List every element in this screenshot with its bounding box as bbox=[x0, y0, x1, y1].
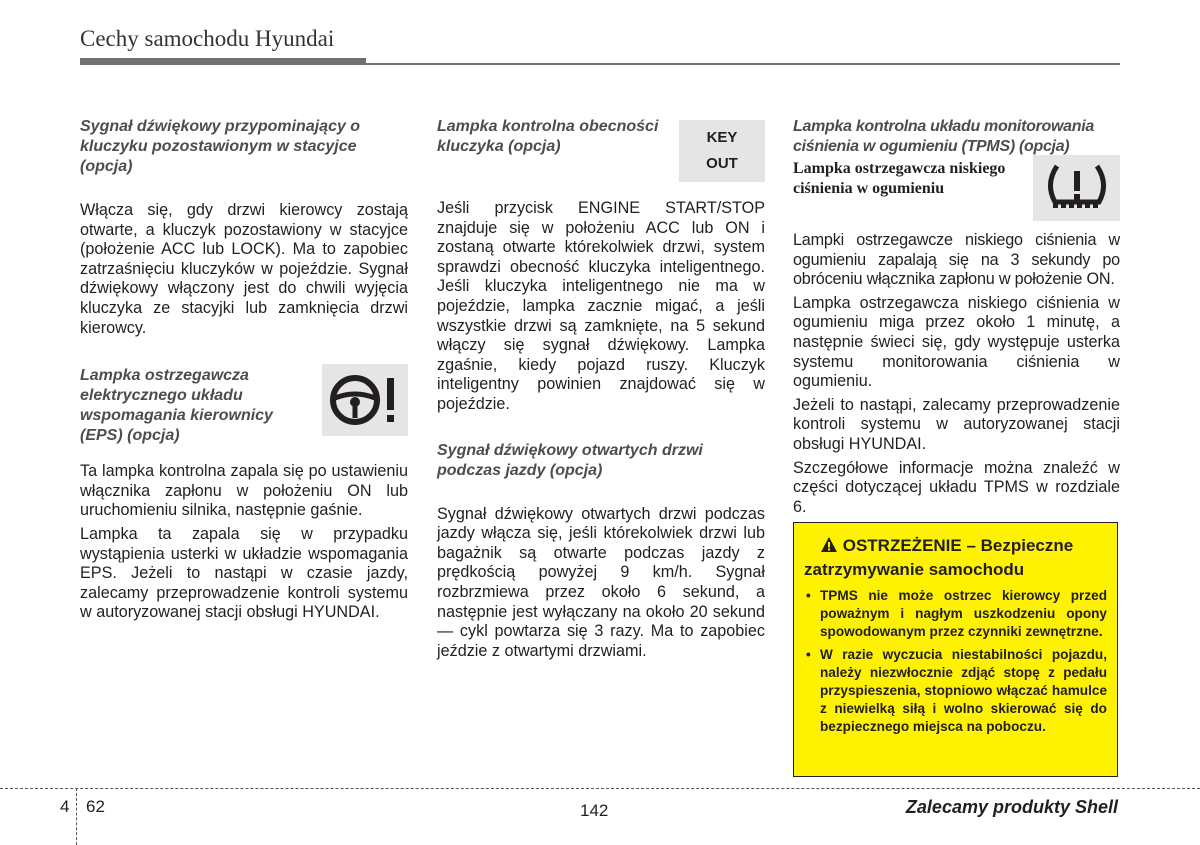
key-out-indicator-text bbox=[706, 125, 738, 177]
page-header-title: Cechy samochodu Hyundai bbox=[80, 26, 335, 51]
key-presence-heading: Lampka kontrolna obecności kluczyka (opcja) bbox=[437, 118, 659, 155]
footer-divider bbox=[76, 788, 77, 845]
header-bar bbox=[80, 58, 366, 65]
key-presence-body: Jeśli przycisk ENGINE START/STOP znajduje się w położeniu ACC lub ON i zostaną otwarte którekolwiek drzwi, system sprawdzi obecność kluczyka inteligentnego. Jeśli kluczyka inteligentnego nie ma w pojeździe, lampka zacznie migać, a jeśli wszystkie drzwi są zamknięte, na 5 sekund włączy się sygnał dźwiękowy. Lampka zgaśnie, kiedy pojazd ruszy. Kluczyk inteligentny powinien znajdować się w pojeździe. bbox=[437, 199, 765, 413]
door-open-body: Sygnał dźwiękowy otwartych drzwi podczas jazdy włącza się, jeśli którekolwiek drzwi lub bagażnik są otwarte podczas jazdy z prędkością powyżej 9 km/h. Sygnał rozbrzmiewa przez około 6 sekund, a następnie jest wyłączany na około 20 sekund — cykl powtarza się 3 razy. Ma to zapobiec jeździe z otwartymi drzwiami. bbox=[437, 504, 765, 660]
door-open-heading: Sygnał dźwiękowy otwartych drzwi podczas jazdy (opcja) bbox=[437, 441, 703, 479]
tpms-paragraph-3: Jeżeli to nastąpi, zalecamy przeprowadzenie kontroli systemu w autoryzowanej stacji obsługi HYUNDAI. bbox=[793, 395, 1120, 453]
footer-sheet-number: 142 bbox=[580, 801, 609, 820]
warning-item bbox=[804, 646, 1107, 737]
footer-page-number: 62 bbox=[86, 797, 105, 816]
column-3 bbox=[793, 117, 1120, 517]
column-2 bbox=[437, 117, 765, 661]
tpms-paragraph-2: Lampka ostrzegawcza niskiego ciśnienia w ogumieniu miga przez około 1 minutę, a następnie świeci się, gdy występuje usterka systemu monitorowania ciśnienia w ogumieniu. bbox=[793, 293, 1120, 391]
warning-title bbox=[804, 535, 1107, 581]
eps-heading-block bbox=[80, 366, 408, 446]
warning-item-text: TPMS nie może ostrzec kierowcy przed poważnym i nagłym uszkodzeniu opony spowodowanym przez czynniki zewnętrzne. bbox=[820, 588, 1107, 640]
warning-bullet: • bbox=[806, 646, 811, 662]
key-out-line-1: KEY bbox=[706, 129, 738, 146]
eps-heading: Lampka ostrzegawcza elektrycznego układu wspomagania kierownicy (EPS) (opcja) bbox=[80, 367, 273, 445]
header-rule bbox=[366, 63, 1120, 65]
footer-chapter-number: 4 bbox=[60, 797, 70, 816]
tpms-subheading-block bbox=[793, 159, 1120, 231]
warning-list bbox=[804, 587, 1107, 737]
warning-box bbox=[793, 522, 1118, 777]
key-reminder-heading: Sygnał dźwiękowy przypominający o kluczyku pozostawionym w stacyjce (opcja) bbox=[80, 118, 361, 175]
footer-tagline: Zalecamy produkty Shell bbox=[905, 797, 1118, 817]
warning-title-line-2: zatrzymywanie samochodu bbox=[804, 560, 1025, 579]
warning-item bbox=[804, 587, 1107, 642]
tpms-heading: Lampka kontrolna układu monitorowania ciśnienia w ogumieniu (TPMS) (opcja) bbox=[793, 118, 1094, 155]
key-reminder-body: Włącza się, gdy drzwi kierowcy zostają otwarte, a kluczyk pozostawiony w stacyjce (położenie ACC lub LOCK). Ma to zapobiec zatrzaśnięciu kluczyków w pojeździe. Sygnał dźwiękowy włączony jest do chwili wyjęcia kluczyka ze stacyjki lub zamknięcia drzwi kierowcy. bbox=[80, 201, 408, 337]
warning-item-text: W razie wyczucia niestabilności pojazdu, należy niezwłocznie zdjąć stopę z pedału przyspieszenia, stopniowo włączać hamulce z niewielką siłą i wolno skierować się do bezpiecznego miejsca na poboczu. bbox=[820, 646, 1107, 735]
key-presence-heading-block bbox=[437, 117, 765, 183]
warning-title-line-1: OSTRZEŻENIE – Bezpieczne bbox=[842, 536, 1074, 555]
tpms-paragraph-4: Szczegółowe informacje można znaleźć w części dotyczącej układu TPMS w rozdziale 6. bbox=[793, 458, 1120, 516]
warning-triangle-icon bbox=[820, 536, 838, 559]
warning-title-row-1 bbox=[804, 535, 1107, 559]
steering-wheel-warning-icon bbox=[322, 364, 408, 436]
key-out-indicator bbox=[679, 120, 765, 182]
steering-wheel-warning-icon-graphic bbox=[327, 372, 403, 428]
tpms-subheading: Lampka ostrzegawcza niskiego ciśnienia w ogumieniu bbox=[793, 160, 1006, 197]
tire-pressure-warning-icon-graphic bbox=[1043, 162, 1111, 214]
key-out-line-2: OUT bbox=[706, 155, 738, 172]
eps-paragraph-2: Lampka ta zapala się w przypadku wystąpienia usterki w układzie wspomagania EPS. Jeżeli to nastąpi w czasie jazdy, zalecamy przeprowadzenie kontroli systemu w autoryzowanej stacji obsługi HYUNDAI. bbox=[80, 524, 408, 622]
column-1 bbox=[80, 117, 408, 623]
eps-paragraph-1: Ta lampka kontrolna zapala się po ustawieniu włącznika zapłonu w położeniu ON lub uruchomieniu silnika, następnie gaśnie. bbox=[80, 462, 408, 520]
tpms-paragraph-1: Lampki ostrzegawcze niskiego ciśnienia w ogumieniu zapalają się na 3 sekundy po obróceniu włącznika zapłonu w położenie ON. bbox=[793, 231, 1120, 289]
footer-rule bbox=[0, 788, 1200, 789]
tire-pressure-warning-icon bbox=[1033, 155, 1120, 221]
warning-bullet: • bbox=[806, 588, 811, 603]
